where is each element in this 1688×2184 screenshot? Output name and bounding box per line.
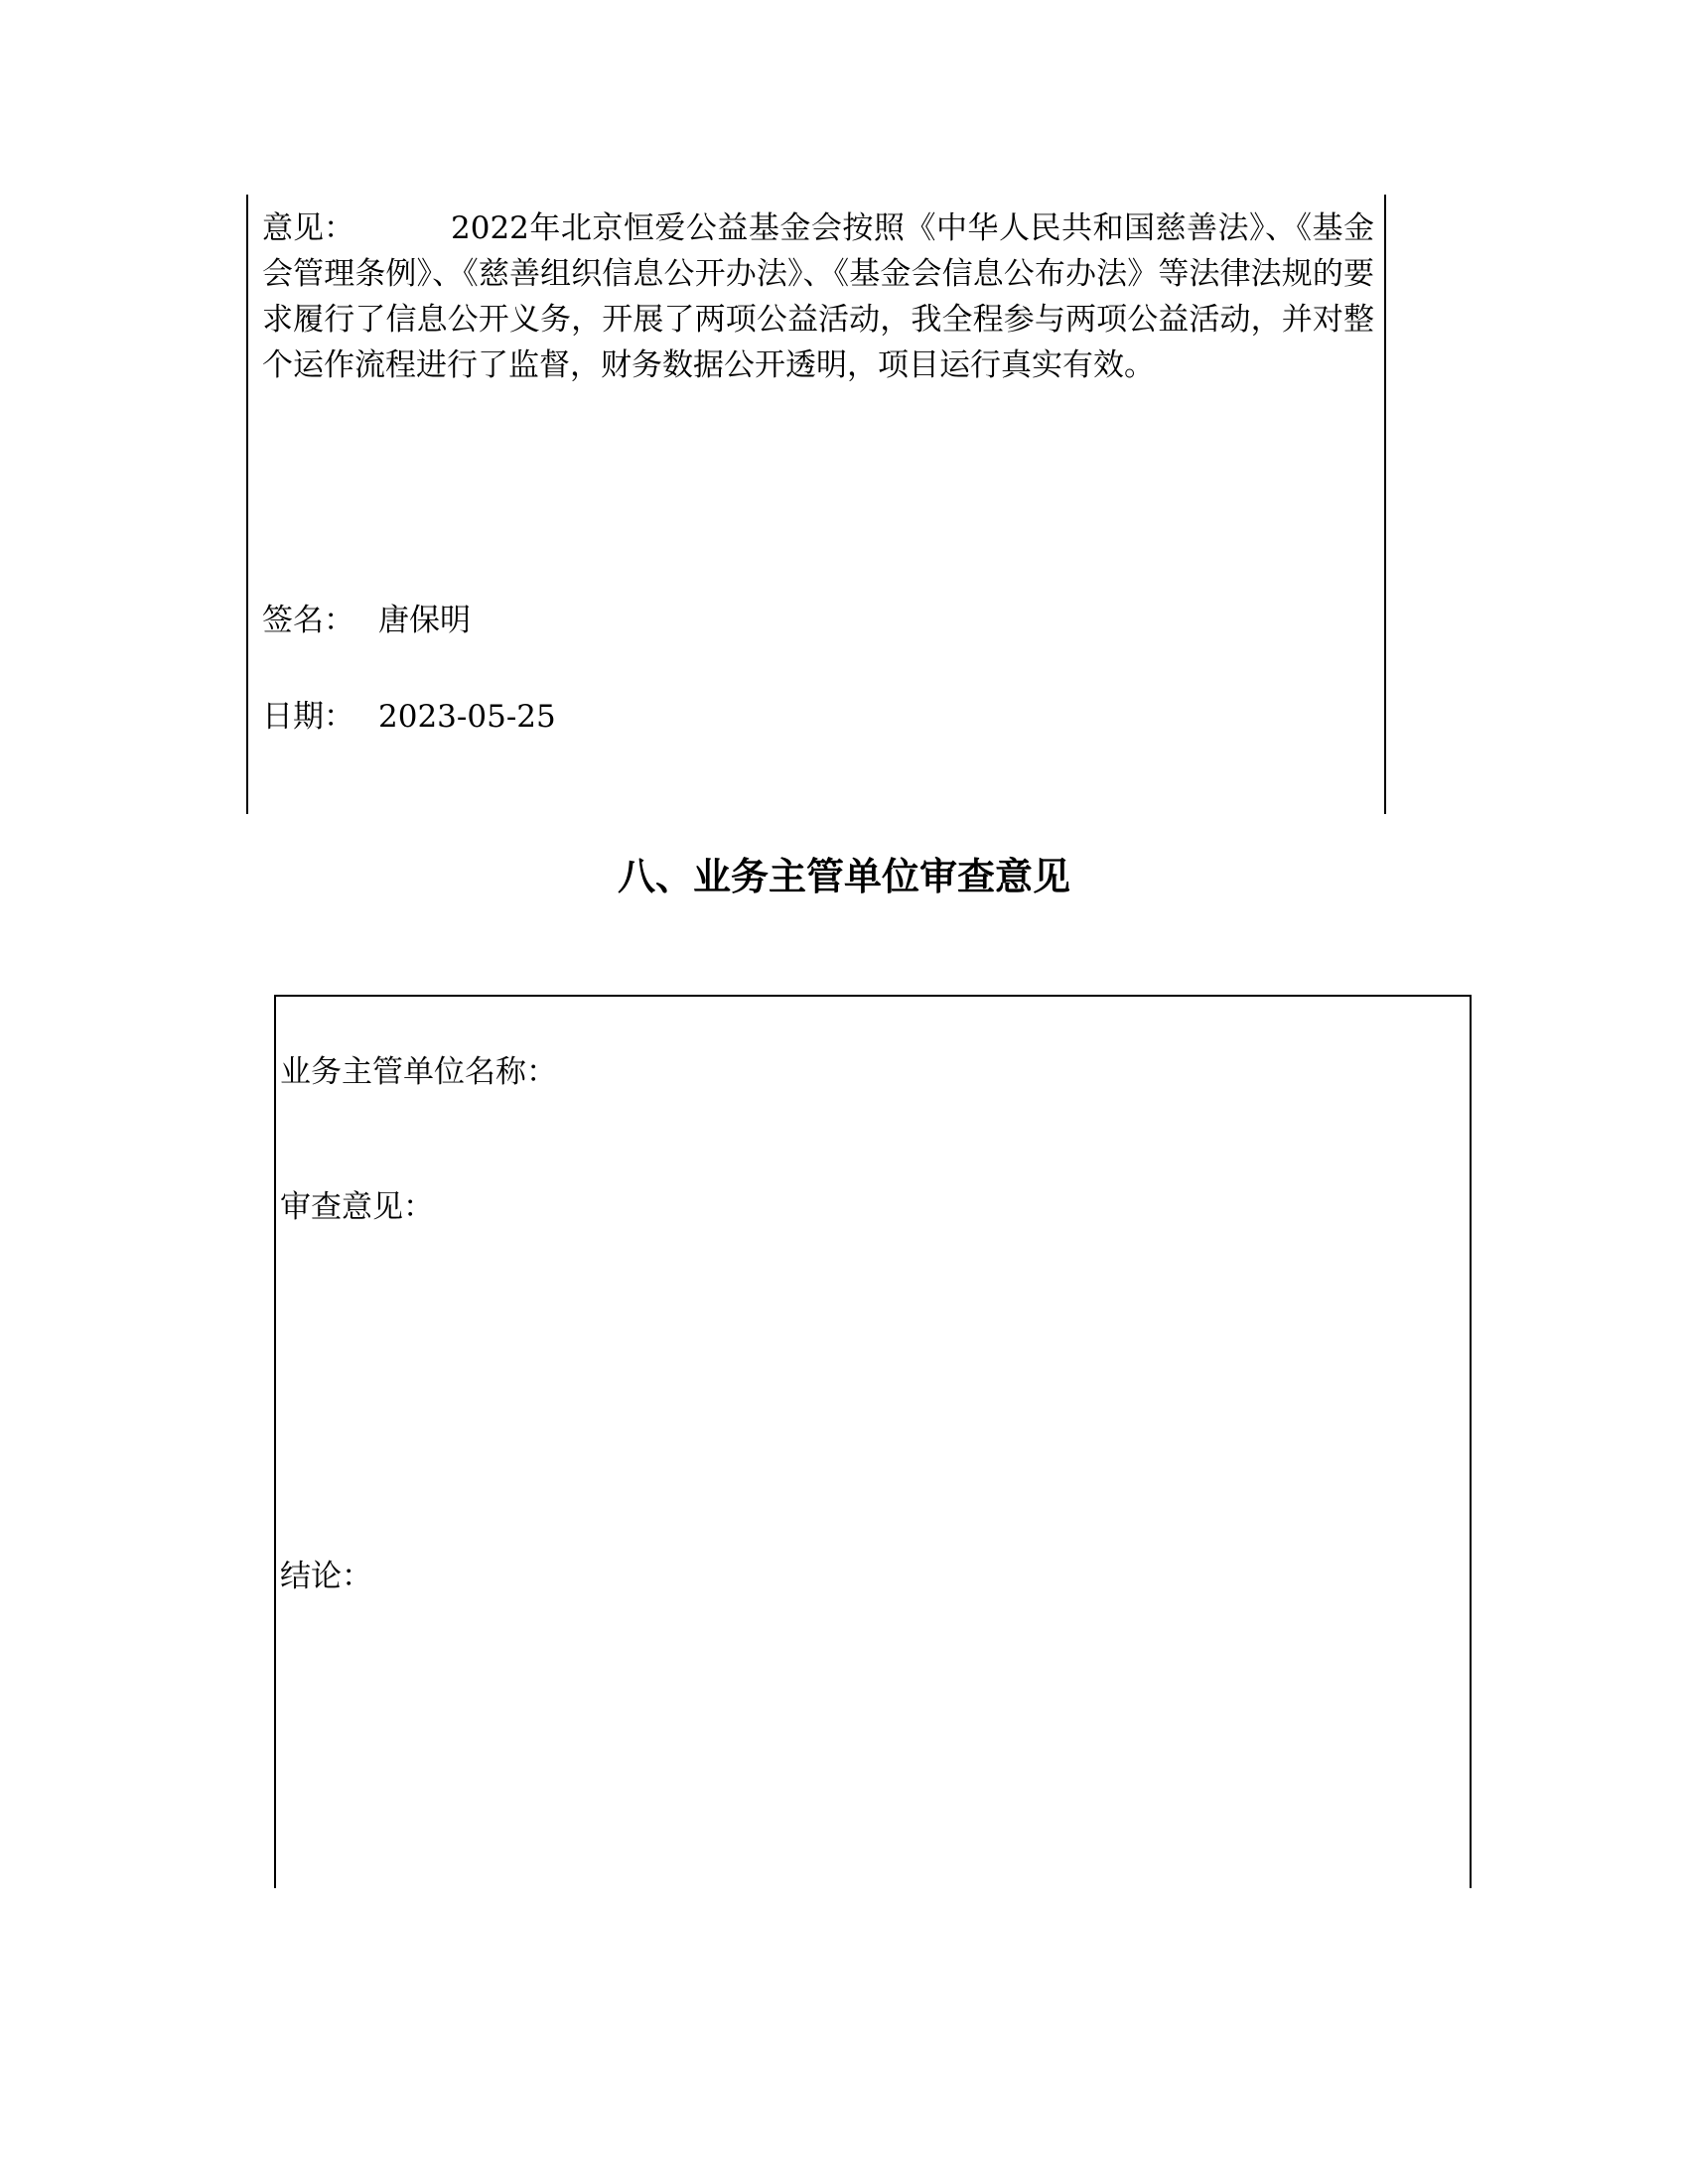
signature-label: 签名： [262,603,354,638]
signature-value: 唐保明 [378,603,471,638]
conclusion-label: 结论： [280,1559,372,1594]
top-box-left-border [246,195,248,814]
review-box-left-border [274,995,276,1888]
review-opinion-label: 审查意见： [280,1189,434,1225]
date-label: 日期： [262,699,354,735]
review-box-top-border [274,995,1472,997]
opinion-label: 意见： [262,210,354,246]
unit-name-label: 业务主管单位名称： [280,1054,557,1090]
date-field [262,697,556,737]
review-box-right-border [1470,995,1472,1888]
signature-field [262,601,471,640]
opinion-text: 2022年北京恒爱公益基金会按照《中华人民共和国慈善法》、《基金会管理条例》、《慈善组织信息公开办法》、《基金会信息公布办法》等法律法规的要求履行了信息公开义务，开展了两项公益活动，我全程参与两项公益活动，并对整个运作流程进行了监督，财务数据公开透明，项目运行真实有效。 [262,210,1374,383]
section-title: 八、业务主管单位审查意见 [617,855,1070,898]
opinion-paragraph [262,205,1374,388]
top-box-right-border [1384,195,1386,814]
date-value: 2023-05-25 [378,699,556,735]
